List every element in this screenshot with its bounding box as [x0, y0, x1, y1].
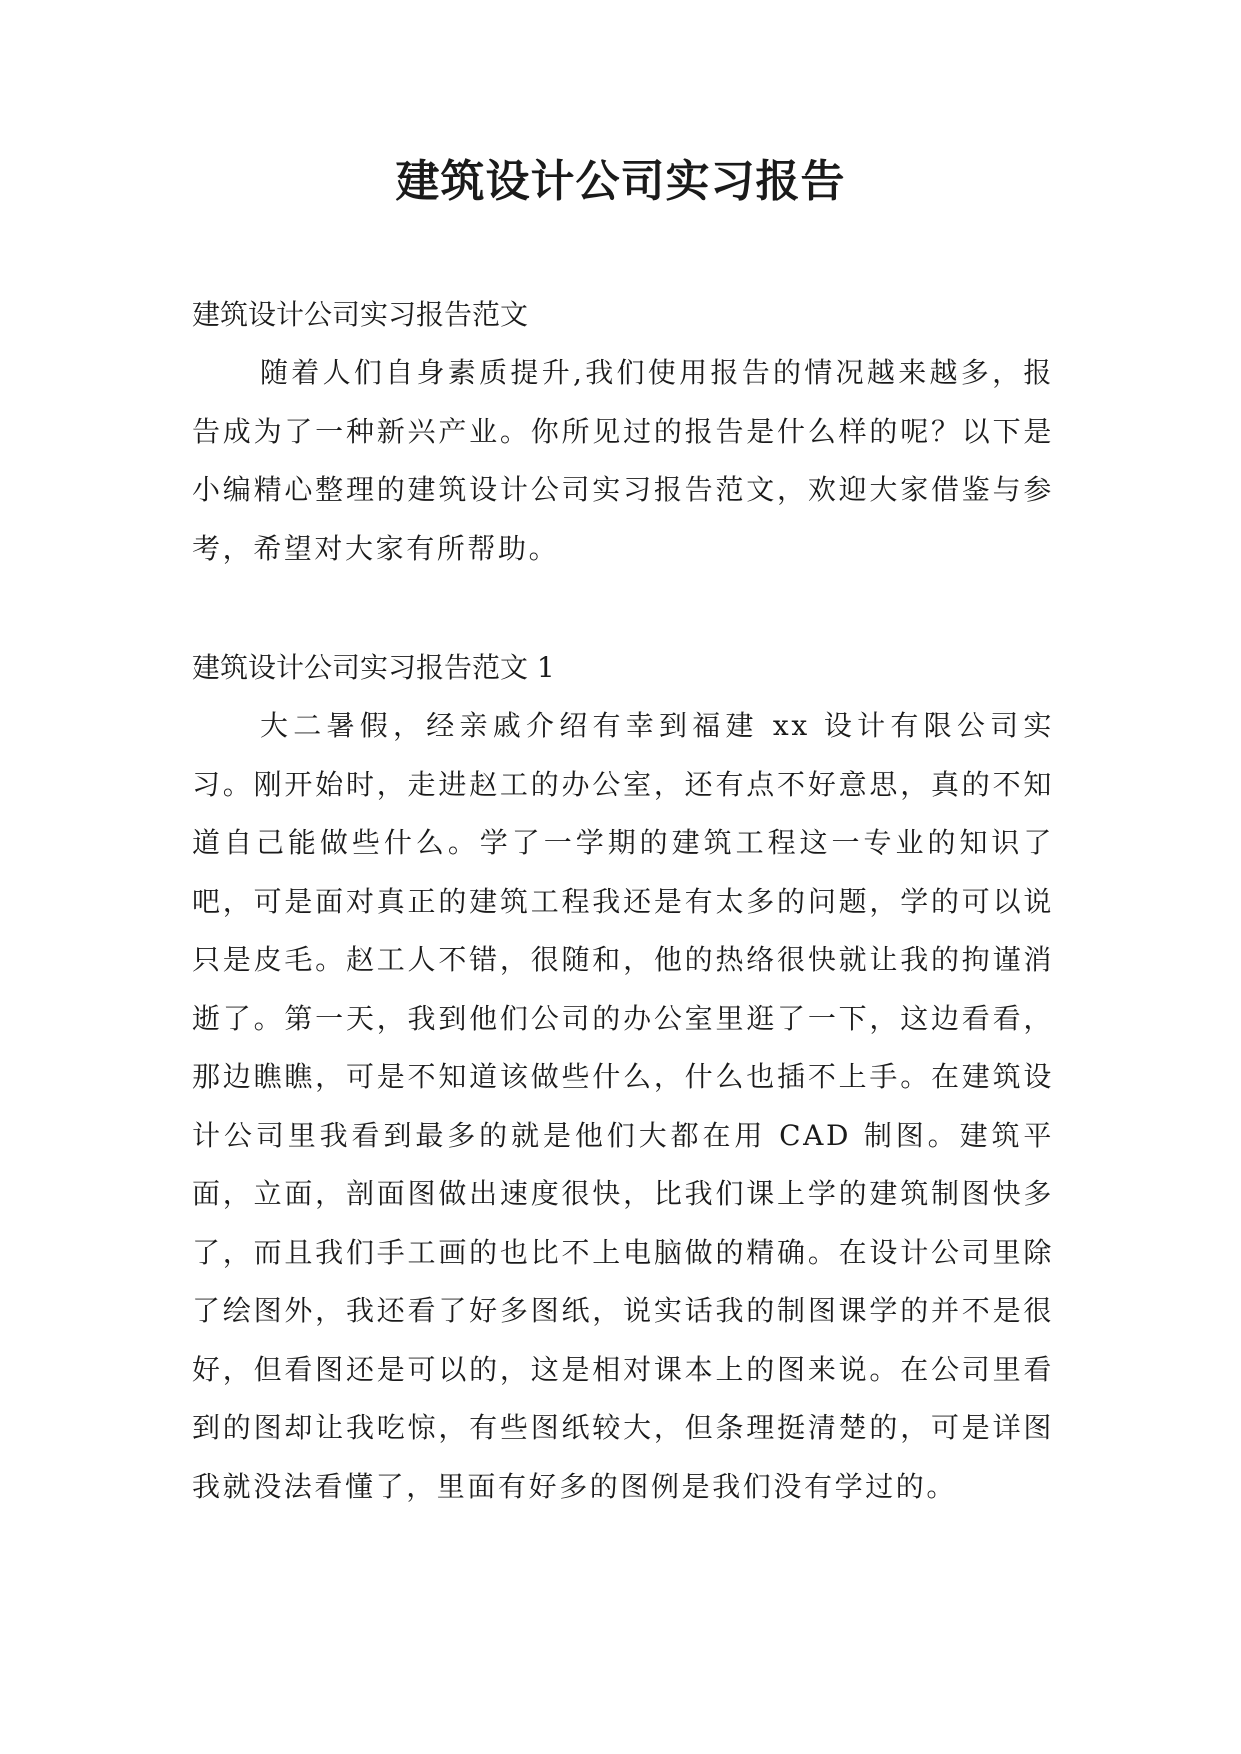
section-paragraph: 大二暑假，经亲戚介绍有幸到福建 xx 设计有限公司实习。刚开始时，走进赵工的办公室，还有点不好意思，真的不知道自己能做些什么。学了一学期的建筑工程这一专业的知识了吧，可是面对真正的建筑工程我还是有太多的问题，学的可以说只是皮毛。赵工人不错，很随和，他的热络很快就让我的拘谨消逝了。第一天，我到他们公司的办公室里逛了一下，这边看看，那边瞧瞧，可是不知道该做些什么，什么也插不上手。在建筑设计公司里我看到最多的就是他们大都在用 CAD 制图。建筑平面，立面，剖面图做出速度很快，比我们课上学的建筑制图快多了，而且我们手工画的也比不上电脑做的精确。在设计公司里除了绘图外，我还看了好多图纸，说实话我的制图课学的并不是很好，但看图还是可以的，这是相对课本上的图来说。在公司里看到的图却让我吃惊，有些图纸较大，但条理挺清楚的，可是详图我就没法看懂了，里面有好多的图例是我们没有学过的。 [192, 709, 1054, 1503]
section-paragraph: 随着人们自身素质提升,我们使用报告的情况越来越多，报告成为了一种新兴产业。你所见过的报告是什么样的呢？以下是小编精心整理的建筑设计公司实习报告范文，欢迎大家借鉴与参考，希望对大家有所帮助。 [192, 356, 1054, 565]
section-heading: 建筑设计公司实习报告范文 [192, 298, 529, 331]
document-title: 建筑设计公司实习报告 [395, 156, 846, 207]
section-heading: 建筑设计公司实习报告范文 1 [192, 651, 555, 684]
